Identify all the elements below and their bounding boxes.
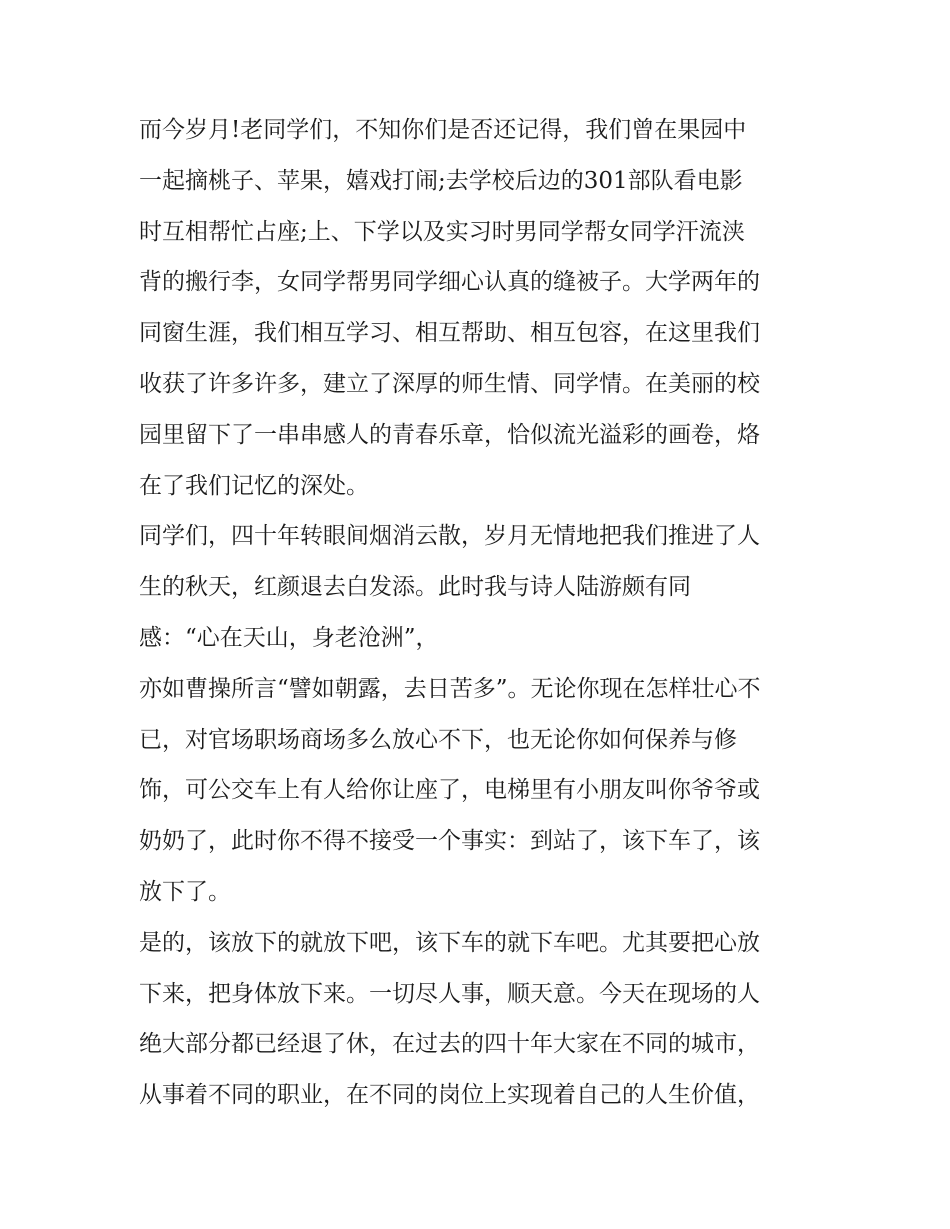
text-line: 已，对官场职场商场多么放心不下，也无论你如何保养与修	[139, 726, 737, 753]
text-line: 园里留下了一串串感人的青春乐章，恰似流光溢彩的画卷，烙	[139, 421, 760, 448]
text-line: 时互相帮忙占座;上、下学以及实习时男同学帮女同学汗流浃	[139, 218, 745, 245]
text-line: 一起摘桃子、苹果，嬉戏打闹;去学校后边的301部队看电影	[139, 167, 743, 194]
text-line: 是的，该放下的就放下吧，该下车的就下车吧。尤其要把心放	[139, 929, 760, 956]
text-line: 饰，可公交车上有人给你让座了，电梯里有小朋友叫你爷爷或	[139, 777, 760, 804]
text-line: 而今岁月!老同学们，不知你们是否还记得，我们曾在果园中	[139, 117, 747, 143]
text-line: 生的秋天，红颜退去白发添。此时我与诗人陆游颇有同	[139, 574, 691, 601]
text-line: 同学们，四十年转眼间烟消云散，岁月无情地把我们推进了人	[139, 523, 760, 550]
text-line: 下来，把身体放下来。一切尽人事，顺天意。今天在现场的人	[139, 980, 760, 1007]
document-body	[139, 110, 829, 1126]
text-line: 绝大部分都已经退了休，在过去的四十年大家在不同的城市，	[139, 1031, 760, 1058]
text-line: 亦如曹操所言“譬如朝露，去日苦多”。无论你现在怎样壮心不	[139, 675, 761, 702]
text-line: 奶奶了，此时你不得不接受一个事实：到站了，该下车了，该	[139, 828, 760, 855]
text-line: 放下了。	[139, 878, 231, 905]
text-line: 同窗生涯，我们相互学习、相互帮助、相互包容，在这里我们	[139, 320, 760, 347]
text-line: 从事着不同的职业，在不同的岗位上实现着自己的人生价值，	[139, 1082, 760, 1109]
text-line: 感：“心在天山，身老沧洲”，	[139, 624, 439, 651]
text-line: 在了我们记忆的深处。	[139, 472, 369, 499]
text-line: 收获了许多许多，建立了深厚的师生情、同学情。在美丽的校	[139, 370, 760, 397]
text-line: 背的搬行李，女同学帮男同学细心认真的缝被子。大学两年的	[139, 269, 760, 296]
